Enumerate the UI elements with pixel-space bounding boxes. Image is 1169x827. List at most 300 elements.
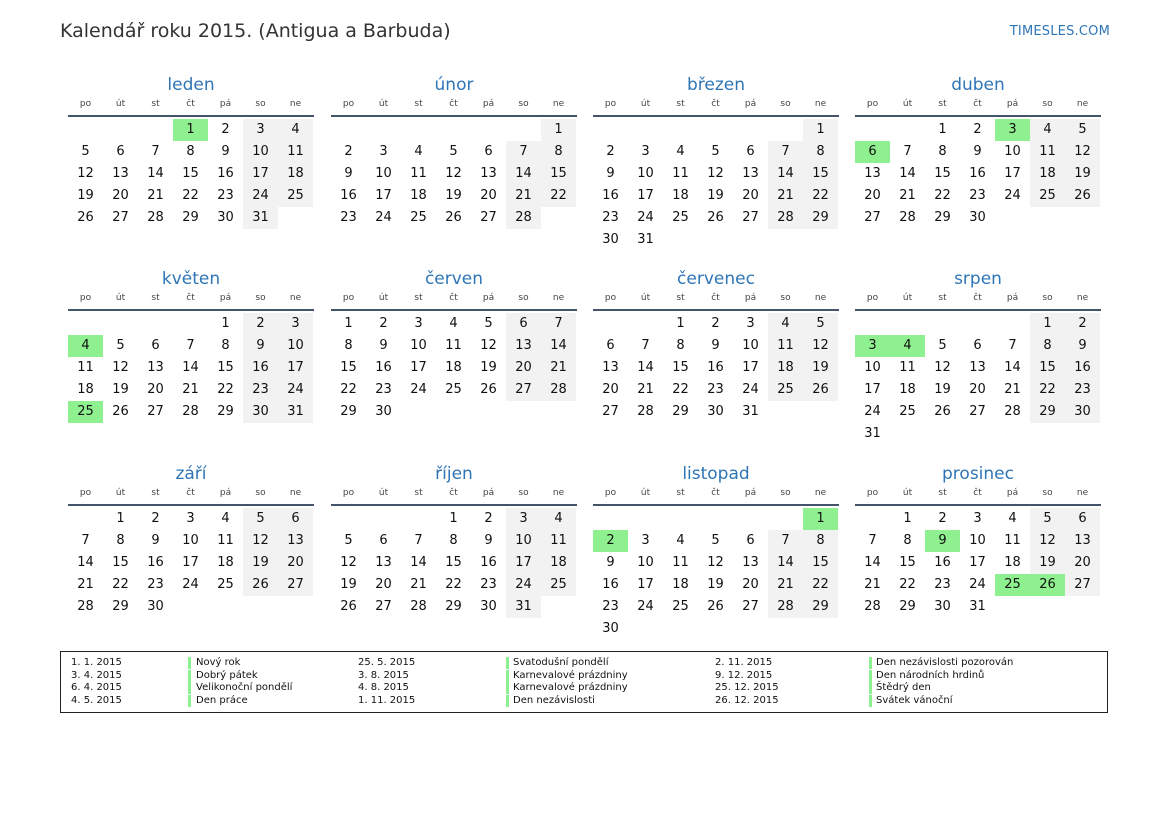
day-cell: 21 — [77, 577, 94, 592]
day-grid — [855, 119, 1101, 229]
day-cell: 15 — [803, 163, 838, 185]
day-cell: 16 — [707, 360, 724, 375]
day-cell: 4 — [414, 144, 423, 159]
weekday-label: ne — [552, 293, 565, 303]
day-cell: 28 — [506, 207, 541, 229]
day-cell: 18 — [1004, 555, 1021, 570]
day-cell: 14 — [768, 552, 803, 574]
legend-date: 26. 12. 2015 — [715, 694, 779, 706]
holiday-cell: 25 — [995, 574, 1030, 596]
day-cell: 8 — [221, 338, 230, 353]
weekday-header — [855, 97, 1101, 117]
day-cell: 25 — [899, 404, 916, 419]
day-cell: 31 — [506, 596, 541, 618]
day-cell: 7 — [81, 533, 90, 548]
day-cell: 13 — [278, 530, 313, 552]
day-cell: 8 — [803, 530, 838, 552]
day-cell: 13 — [864, 166, 881, 181]
day-cell: 30 — [602, 232, 619, 247]
day-cell: 6 — [484, 144, 493, 159]
day-cell: 2 — [243, 313, 278, 335]
day-cell: 11 — [77, 360, 94, 375]
weekday-header — [68, 291, 314, 311]
legend-marker — [188, 682, 191, 694]
empty-cell — [628, 119, 663, 141]
weekday-label: st — [151, 488, 160, 498]
month-name: únor — [434, 75, 474, 95]
weekday-label: st — [938, 293, 947, 303]
empty-cell — [68, 508, 103, 530]
day-cell: 30 — [969, 210, 986, 225]
empty-cell — [68, 313, 103, 335]
weekday-label: út — [640, 99, 651, 109]
day-cell: 4 — [676, 144, 685, 159]
day-cell: 7 — [151, 144, 160, 159]
weekday-label: ne — [814, 293, 827, 303]
site-link[interactable]: TIMESLES.COM — [1009, 24, 1110, 39]
day-cell: 12 — [480, 338, 497, 353]
day-cell: 5 — [116, 338, 125, 353]
day-cell: 15 — [340, 360, 357, 375]
day-cell: 21 — [410, 577, 427, 592]
weekday-label: čt — [186, 488, 195, 498]
day-cell: 5 — [1030, 508, 1065, 530]
day-cell: 29 — [217, 404, 234, 419]
legend-date: 1. 1. 2015 — [71, 657, 122, 668]
day-cell: 20 — [742, 577, 759, 592]
legend-holiday-name: Karnevalové prázdniny — [513, 669, 628, 681]
empty-cell — [366, 119, 401, 141]
day-cell: 3 — [641, 144, 650, 159]
weekday-label: čt — [186, 293, 195, 303]
month-únor — [331, 73, 577, 229]
day-cell: 1 — [938, 122, 947, 137]
day-cell: 3 — [506, 508, 541, 530]
legend-date: 2. 11. 2015 — [715, 657, 773, 668]
day-cell: 11 — [217, 533, 234, 548]
day-cell: 24 — [182, 577, 199, 592]
month-prosinec — [855, 462, 1101, 618]
day-cell: 20 — [112, 188, 129, 203]
empty-cell — [855, 508, 890, 530]
day-cell: 11 — [768, 335, 803, 357]
day-cell: 9 — [711, 338, 720, 353]
day-cell: 8 — [1030, 335, 1065, 357]
month-name: leden — [167, 75, 215, 95]
day-cell: 24 — [375, 210, 392, 225]
day-cell: 29 — [182, 210, 199, 225]
day-cell: 23 — [1065, 379, 1100, 401]
day-cell: 7 — [768, 530, 803, 552]
day-cell: 12 — [77, 166, 94, 181]
day-cell: 10 — [506, 530, 541, 552]
month-name: listopad — [682, 464, 750, 484]
empty-cell — [173, 313, 208, 335]
month-name: květen — [161, 269, 221, 289]
day-cell: 16 — [480, 555, 497, 570]
day-cell: 28 — [77, 599, 94, 614]
day-cell: 25 — [672, 210, 689, 225]
day-cell: 19 — [243, 552, 278, 574]
day-cell: 27 — [480, 210, 497, 225]
day-cell: 23 — [602, 599, 619, 614]
day-cell: 28 — [147, 210, 164, 225]
day-cell: 5 — [484, 316, 493, 331]
holiday-cell: 4 — [890, 335, 925, 357]
day-cell: 1 — [449, 511, 458, 526]
weekday-label: út — [115, 488, 126, 498]
day-cell: 2 — [379, 316, 388, 331]
day-cell: 5 — [1065, 119, 1100, 141]
day-grid — [855, 313, 1101, 445]
weekday-label: ne — [814, 488, 827, 498]
legend-date: 6. 4. 2015 — [71, 682, 122, 693]
day-cell: 12 — [803, 335, 838, 357]
day-cell: 5 — [711, 144, 720, 159]
day-cell: 18 — [541, 552, 576, 574]
weekday-label: so — [1042, 99, 1053, 109]
weekday-label: so — [255, 488, 266, 498]
day-cell: 4 — [278, 119, 313, 141]
day-cell: 20 — [480, 188, 497, 203]
day-cell: 23 — [147, 577, 164, 592]
day-cell: 15 — [541, 163, 576, 185]
day-cell: 27 — [969, 404, 986, 419]
empty-cell — [593, 119, 628, 141]
day-cell: 29 — [672, 404, 689, 419]
weekday-label: st — [676, 293, 685, 303]
day-cell: 27 — [742, 210, 759, 225]
day-cell: 2 — [711, 316, 720, 331]
day-cell: 28 — [899, 210, 916, 225]
day-cell: 6 — [116, 144, 125, 159]
empty-cell — [855, 313, 890, 335]
empty-cell — [698, 508, 733, 530]
day-cell: 14 — [637, 360, 654, 375]
empty-cell — [768, 508, 803, 530]
day-cell: 4 — [449, 316, 458, 331]
day-cell: 10 — [243, 141, 278, 163]
month-name: srpen — [954, 269, 1002, 289]
day-cell: 7 — [414, 533, 423, 548]
month-name: duben — [951, 75, 1005, 95]
day-cell: 1 — [221, 316, 230, 331]
day-cell: 22 — [541, 185, 576, 207]
day-grid — [331, 313, 577, 423]
holiday-cell: 4 — [68, 335, 103, 357]
day-cell: 15 — [182, 166, 199, 181]
weekday-label: ne — [1076, 293, 1089, 303]
weekday-label: út — [378, 99, 389, 109]
day-cell: 10 — [410, 338, 427, 353]
day-cell: 9 — [151, 533, 160, 548]
day-cell: 12 — [243, 530, 278, 552]
day-cell: 8 — [344, 338, 353, 353]
day-cell: 21 — [182, 382, 199, 397]
day-cell: 18 — [672, 577, 689, 592]
day-cell: 9 — [243, 335, 278, 357]
day-cell: 15 — [934, 166, 951, 181]
empty-cell — [663, 119, 698, 141]
empty-cell — [138, 119, 173, 141]
day-cell: 26 — [1065, 185, 1100, 207]
weekday-label: po — [866, 488, 879, 498]
day-cell: 28 — [182, 404, 199, 419]
day-cell: 22 — [899, 577, 916, 592]
day-cell: 2 — [344, 144, 353, 159]
weekday-label: st — [151, 99, 160, 109]
day-cell: 6 — [746, 533, 755, 548]
day-cell: 2 — [1065, 313, 1100, 335]
day-cell: 22 — [803, 574, 838, 596]
day-cell: 24 — [969, 577, 986, 592]
day-cell: 8 — [938, 144, 947, 159]
day-cell: 16 — [969, 166, 986, 181]
day-cell: 3 — [973, 511, 982, 526]
day-cell: 10 — [1004, 144, 1021, 159]
day-grid — [68, 313, 314, 423]
day-cell: 26 — [707, 599, 724, 614]
month-name: červenec — [677, 269, 755, 289]
day-cell: 28 — [768, 207, 803, 229]
day-cell: 2 — [606, 144, 615, 159]
weekday-label: so — [780, 488, 791, 498]
day-cell: 27 — [1065, 574, 1100, 596]
empty-cell — [138, 313, 173, 335]
weekday-label: pá — [1006, 99, 1019, 109]
day-cell: 21 — [506, 185, 541, 207]
day-cell: 20 — [969, 382, 986, 397]
weekday-label: ne — [814, 99, 827, 109]
empty-cell — [733, 119, 768, 141]
day-cell: 27 — [506, 379, 541, 401]
day-cell: 23 — [480, 577, 497, 592]
weekday-label: ne — [289, 488, 302, 498]
day-cell: 17 — [506, 552, 541, 574]
day-cell: 15 — [445, 555, 462, 570]
day-cell: 19 — [707, 188, 724, 203]
day-cell: 12 — [707, 555, 724, 570]
empty-cell — [768, 119, 803, 141]
day-cell: 10 — [637, 555, 654, 570]
day-cell: 22 — [1030, 379, 1065, 401]
day-cell: 31 — [969, 599, 986, 614]
day-cell: 26 — [340, 599, 357, 614]
day-cell: 2 — [973, 122, 982, 137]
month-srpen — [855, 267, 1101, 445]
weekday-label: st — [676, 99, 685, 109]
day-cell: 10 — [278, 335, 313, 357]
weekday-label: st — [938, 99, 947, 109]
day-cell: 18 — [410, 188, 427, 203]
day-cell: 10 — [864, 360, 881, 375]
day-cell: 20 — [864, 188, 881, 203]
weekday-label: so — [255, 99, 266, 109]
day-cell: 1 — [1030, 313, 1065, 335]
day-cell: 18 — [768, 357, 803, 379]
day-cell: 19 — [112, 382, 129, 397]
day-cell: 30 — [934, 599, 951, 614]
weekday-label: pá — [219, 488, 232, 498]
day-cell: 26 — [77, 210, 94, 225]
day-cell: 14 — [541, 335, 576, 357]
day-cell: 21 — [147, 188, 164, 203]
month-červenec — [593, 267, 839, 423]
weekday-label: pá — [482, 99, 495, 109]
day-cell: 3 — [746, 316, 755, 331]
day-cell: 2 — [938, 511, 947, 526]
weekday-label: po — [342, 488, 355, 498]
day-cell: 26 — [934, 404, 951, 419]
legend-holiday-name: Den práce — [196, 694, 248, 706]
weekday-label: út — [902, 488, 913, 498]
day-cell: 24 — [278, 379, 313, 401]
day-cell: 6 — [506, 313, 541, 335]
day-cell: 25 — [768, 379, 803, 401]
day-cell: 28 — [864, 599, 881, 614]
day-cell: 9 — [379, 338, 388, 353]
empty-cell — [436, 119, 471, 141]
legend-holiday-name: Dobrý pátek — [196, 669, 258, 681]
day-cell: 31 — [864, 426, 881, 441]
day-cell: 16 — [602, 188, 619, 203]
weekday-label: ne — [289, 99, 302, 109]
empty-cell — [593, 508, 628, 530]
weekday-label: po — [79, 99, 92, 109]
day-cell: 15 — [1030, 357, 1065, 379]
month-name: březen — [686, 75, 746, 95]
month-květen — [68, 267, 314, 423]
day-cell: 13 — [969, 360, 986, 375]
day-cell: 22 — [112, 577, 129, 592]
day-cell: 10 — [742, 338, 759, 353]
day-cell: 14 — [410, 555, 427, 570]
weekday-label: út — [640, 293, 651, 303]
day-cell: 6 — [606, 338, 615, 353]
month-červen — [331, 267, 577, 423]
empty-cell — [506, 119, 541, 141]
day-cell: 15 — [112, 555, 129, 570]
day-cell: 17 — [864, 382, 881, 397]
weekday-header — [68, 486, 314, 506]
legend-date: 25. 12. 2015 — [715, 682, 779, 693]
legend-marker — [869, 657, 872, 669]
day-cell: 12 — [445, 166, 462, 181]
day-cell: 29 — [340, 404, 357, 419]
day-cell: 22 — [934, 188, 951, 203]
day-cell: 6 — [973, 338, 982, 353]
day-cell: 11 — [445, 338, 462, 353]
day-cell: 26 — [445, 210, 462, 225]
empty-cell — [855, 119, 890, 141]
day-cell: 14 — [899, 166, 916, 181]
holiday-cell: 2 — [593, 530, 628, 552]
day-cell: 6 — [379, 533, 388, 548]
day-cell: 30 — [1065, 401, 1100, 423]
day-cell: 19 — [480, 360, 497, 375]
day-cell: 25 — [672, 599, 689, 614]
day-cell: 24 — [637, 599, 654, 614]
day-cell: 12 — [1030, 530, 1065, 552]
day-cell: 28 — [768, 596, 803, 618]
day-cell: 23 — [934, 577, 951, 592]
month-říjen — [331, 462, 577, 618]
weekday-label: st — [938, 488, 947, 498]
empty-cell — [471, 119, 506, 141]
day-cell: 14 — [182, 360, 199, 375]
legend-marker — [506, 657, 509, 669]
day-cell: 29 — [803, 207, 838, 229]
empty-cell — [890, 313, 925, 335]
legend-marker — [506, 695, 509, 707]
empty-cell — [331, 119, 366, 141]
empty-cell — [68, 119, 103, 141]
day-cell: 20 — [1065, 552, 1100, 574]
empty-cell — [103, 313, 138, 335]
day-cell: 27 — [147, 404, 164, 419]
day-cell: 13 — [742, 166, 759, 181]
day-cell: 19 — [77, 188, 94, 203]
empty-cell — [663, 508, 698, 530]
day-cell: 21 — [864, 577, 881, 592]
day-cell: 20 — [278, 552, 313, 574]
day-cell: 16 — [243, 357, 278, 379]
weekday-label: út — [640, 488, 651, 498]
day-cell: 4 — [541, 508, 576, 530]
day-cell: 5 — [243, 508, 278, 530]
day-cell: 29 — [112, 599, 129, 614]
day-cell: 14 — [1004, 360, 1021, 375]
day-cell: 3 — [278, 313, 313, 335]
legend-marker — [869, 670, 872, 682]
day-cell: 20 — [375, 577, 392, 592]
day-cell: 24 — [742, 382, 759, 397]
weekday-label: ne — [552, 488, 565, 498]
day-cell: 31 — [742, 404, 759, 419]
day-grid — [855, 508, 1101, 618]
weekday-label: pá — [219, 99, 232, 109]
legend-marker — [188, 670, 191, 682]
day-cell: 12 — [112, 360, 129, 375]
day-cell: 7 — [541, 313, 576, 335]
day-cell: 3 — [186, 511, 195, 526]
day-cell: 16 — [217, 166, 234, 181]
day-cell: 25 — [541, 574, 576, 596]
day-cell: 22 — [340, 382, 357, 397]
legend-holiday-name: Den národních hrdinů — [876, 669, 985, 681]
day-cell: 7 — [1008, 338, 1017, 353]
day-cell: 29 — [803, 596, 838, 618]
day-cell: 19 — [707, 577, 724, 592]
day-cell: 5 — [81, 144, 90, 159]
day-cell: 21 — [1004, 382, 1021, 397]
day-cell: 6 — [278, 508, 313, 530]
weekday-label: po — [604, 293, 617, 303]
empty-cell — [890, 119, 925, 141]
day-cell: 16 — [375, 360, 392, 375]
weekday-label: pá — [744, 293, 757, 303]
day-cell: 30 — [147, 599, 164, 614]
day-cell: 25 — [217, 577, 234, 592]
day-cell: 25 — [410, 210, 427, 225]
legend-marker — [506, 670, 509, 682]
day-cell: 16 — [1065, 357, 1100, 379]
legend-holiday-name: Den nezávislosti pozorován — [876, 657, 1014, 668]
day-cell: 18 — [1030, 163, 1065, 185]
day-cell: 13 — [147, 360, 164, 375]
legend-holiday-name: Štědrý den — [876, 682, 931, 693]
weekday-label: st — [151, 293, 160, 303]
